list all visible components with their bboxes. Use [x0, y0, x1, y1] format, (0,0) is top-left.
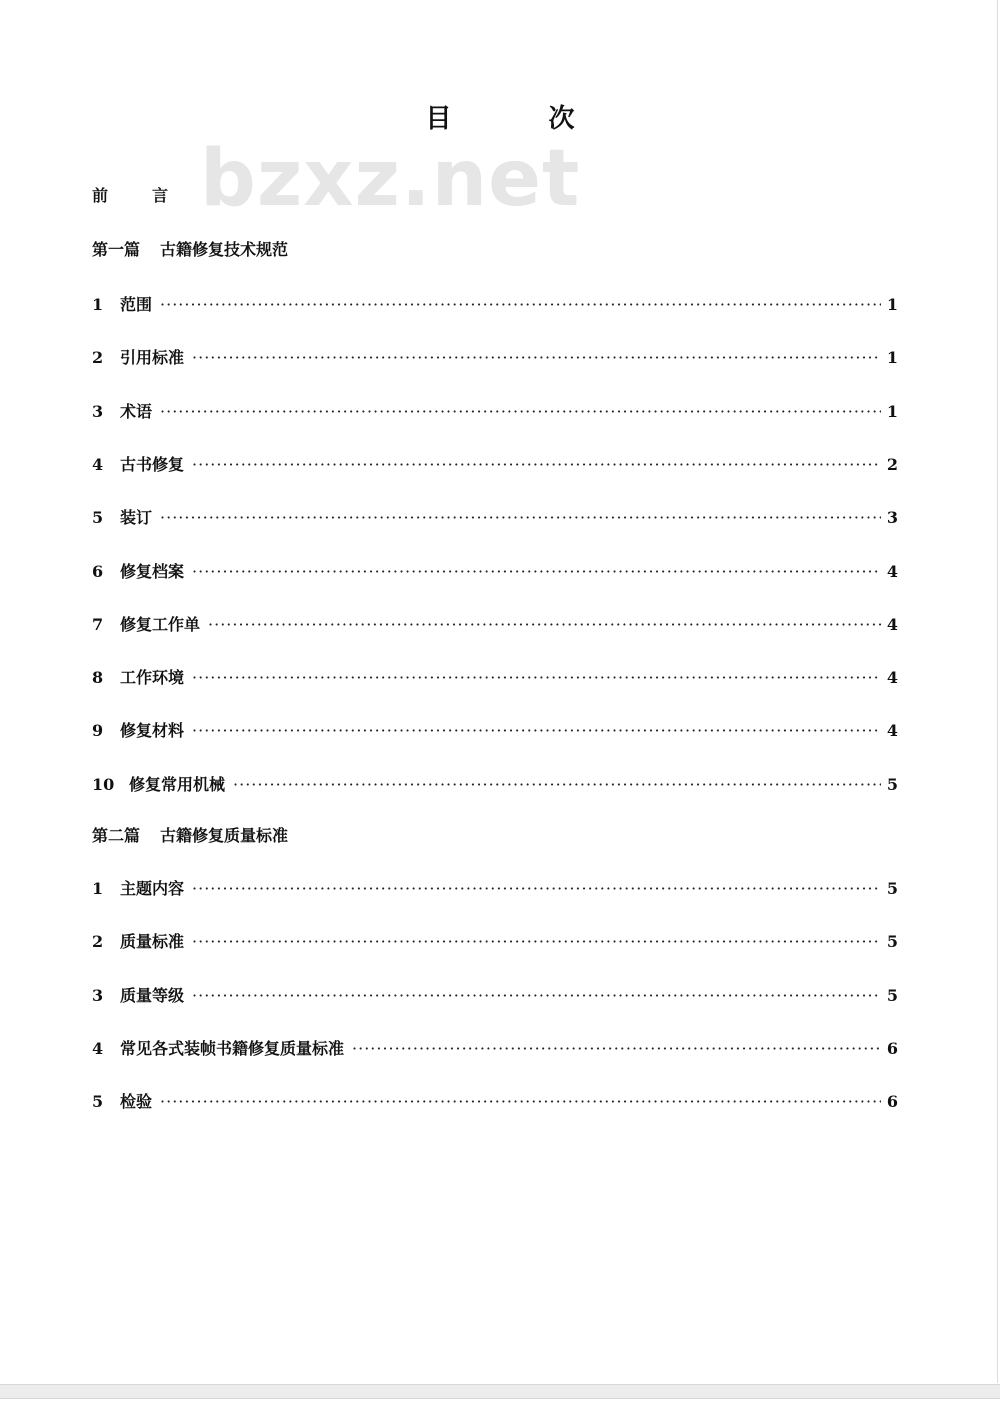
dot-leader — [192, 562, 881, 582]
entry-label: 术语 — [120, 401, 153, 421]
dot-leader — [192, 348, 881, 368]
entry-page-number: 6 — [886, 1092, 898, 1112]
entry-page-number: 5 — [886, 774, 898, 794]
toc-entry[interactable] — [92, 1092, 898, 1112]
entry-label: 范围 — [120, 295, 153, 314]
entry-number: 3 — [92, 985, 104, 1005]
entry-page-number: 1 — [886, 401, 898, 421]
toc-preface[interactable] — [92, 186, 168, 206]
entry-label: 常见各式装帧书籍修复质量标准 — [120, 1038, 345, 1058]
toc-entry[interactable] — [92, 455, 898, 475]
entry-label: 工作环境 — [120, 668, 185, 688]
dot-leader — [192, 879, 881, 899]
entry-number: 4 — [92, 454, 104, 474]
dot-leader — [160, 1092, 881, 1112]
entry-page-number: 4 — [886, 561, 898, 581]
part-title: 古籍修复技术规范 — [160, 240, 289, 259]
part2-heading[interactable] — [92, 826, 288, 846]
part-number: 第二篇 — [92, 826, 141, 845]
entry-page-number: 2 — [886, 454, 898, 474]
entry-page-number: 4 — [886, 721, 898, 741]
entry-page-number: 3 — [886, 508, 898, 528]
dot-leader — [352, 1039, 881, 1059]
entry-label: 质量标准 — [120, 932, 185, 952]
entry-number: 1 — [92, 879, 104, 898]
entry-number: 9 — [92, 721, 104, 741]
toc-entry[interactable] — [92, 932, 898, 952]
dot-leader — [192, 668, 881, 688]
page-separator — [0, 1384, 1000, 1399]
entry-number: 10 — [92, 774, 115, 794]
toc-entry[interactable] — [92, 879, 898, 899]
entry-page-number: 1 — [886, 348, 898, 368]
entry-number: 7 — [92, 614, 104, 634]
watermark: bzxz.net — [200, 134, 581, 224]
dot-leader — [192, 986, 881, 1006]
entry-label: 装订 — [120, 508, 153, 528]
dot-leader — [160, 508, 881, 528]
entry-page-number: 6 — [886, 1038, 898, 1058]
entry-label: 古书修复 — [120, 454, 185, 474]
entry-number: 5 — [92, 1092, 104, 1112]
preface-char: 前 — [92, 186, 109, 205]
entry-label: 主题内容 — [120, 879, 185, 898]
entry-number: 2 — [92, 932, 104, 952]
entry-page-number: 1 — [886, 295, 898, 314]
dot-leader — [192, 721, 881, 741]
entry-number: 2 — [92, 348, 104, 368]
toc-entry[interactable] — [92, 562, 898, 582]
entry-label: 修复材料 — [120, 721, 185, 741]
toc-entry[interactable] — [92, 668, 898, 688]
dot-leader — [192, 455, 881, 475]
entry-label: 修复常用机械 — [129, 774, 226, 794]
page-title: 目 次 — [425, 104, 619, 134]
dot-leader — [160, 402, 881, 422]
toc-entry[interactable] — [92, 348, 898, 368]
entry-number: 3 — [92, 401, 104, 421]
entry-label: 修复档案 — [120, 561, 185, 581]
entry-page-number: 4 — [886, 668, 898, 688]
dot-leader — [192, 932, 881, 952]
entry-number: 5 — [92, 508, 104, 528]
toc-entry[interactable] — [92, 1039, 898, 1059]
entry-page-number: 5 — [886, 879, 898, 898]
entry-label: 检验 — [120, 1092, 153, 1112]
dot-leader — [208, 615, 881, 635]
entry-label: 质量等级 — [120, 985, 185, 1005]
entry-page-number: 5 — [886, 985, 898, 1005]
dot-leader — [160, 295, 881, 315]
entry-number: 8 — [92, 668, 104, 688]
part-number: 第一篇 — [92, 240, 141, 259]
toc-entry[interactable] — [92, 986, 898, 1006]
toc-entry[interactable] — [92, 775, 898, 795]
toc-entry[interactable] — [92, 402, 898, 422]
entry-label: 修复工作单 — [120, 614, 201, 634]
toc-entry[interactable] — [92, 721, 898, 741]
part-title: 古籍修复质量标准 — [160, 826, 289, 845]
toc-entry[interactable] — [92, 615, 898, 635]
part1-heading[interactable] — [92, 240, 288, 260]
entry-number: 4 — [92, 1038, 104, 1058]
toc-entry[interactable] — [92, 508, 898, 528]
entry-page-number: 4 — [886, 614, 898, 634]
entry-page-number: 5 — [886, 932, 898, 952]
dot-leader — [233, 775, 881, 795]
toc-entry[interactable] — [92, 295, 898, 315]
entry-label: 引用标准 — [120, 348, 185, 368]
entry-number: 1 — [92, 295, 104, 314]
entry-number: 6 — [92, 561, 104, 581]
preface-char: 言 — [152, 186, 169, 205]
